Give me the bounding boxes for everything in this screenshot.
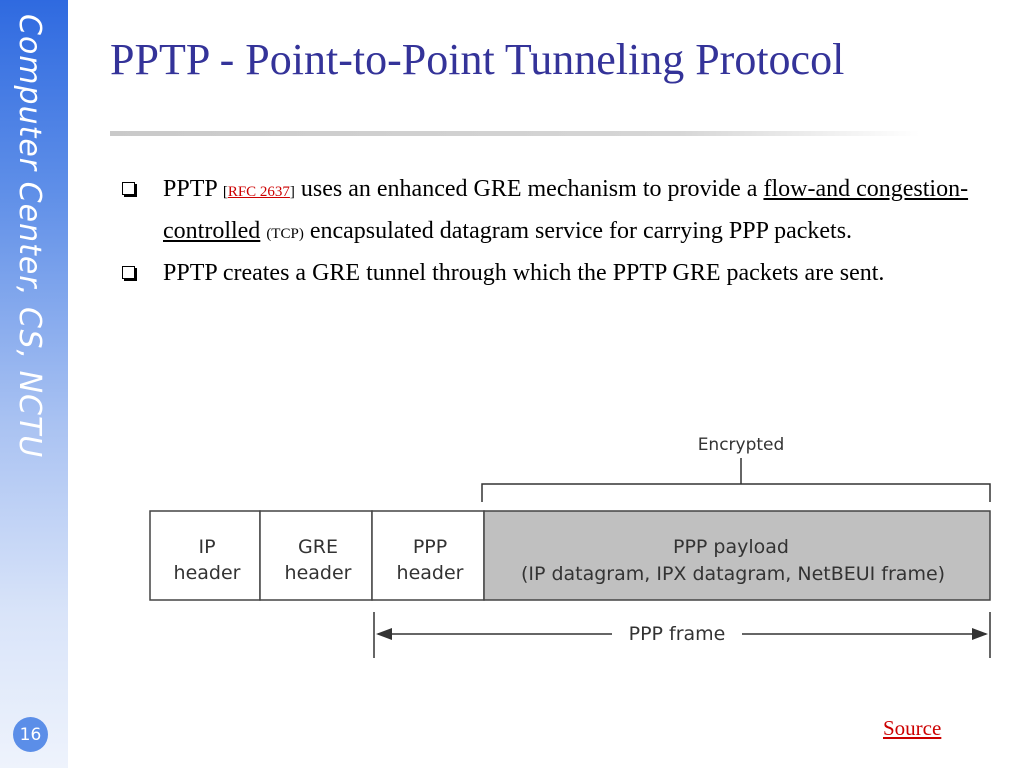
ip-header-label-2: header (173, 562, 241, 584)
arrow-left-icon (376, 628, 392, 640)
ppp-payload-label-2: (IP datagram, IPX datagram, NetBEUI frame) (520, 563, 946, 585)
rfc-link[interactable]: RFC 2637 (227, 184, 290, 200)
bracket: [ (222, 184, 228, 200)
ppp-header-label-2: header (396, 562, 464, 584)
ppp-payload-label-1: PPP payload (673, 536, 789, 558)
ppp-header-label-1: PPP (412, 536, 448, 558)
bracket: ] (289, 184, 295, 200)
ppp-frame-label: PPP frame (628, 623, 726, 645)
page-number-badge: 16 (13, 717, 48, 752)
bullet-text: PPTP (163, 176, 223, 202)
encrypted-label: Encrypted (697, 435, 785, 455)
bullet-text: uses an enhanced GRE mechanism to provide a (294, 176, 764, 202)
source-link[interactable]: Source (883, 716, 942, 740)
ip-header-label-1: IP (198, 536, 216, 558)
bullet-text: encapsulated datagram service for carrying PPP packets. (303, 218, 853, 244)
tcp-note: (TCP) (266, 226, 304, 242)
gre-header-label-1: GRE (298, 536, 338, 558)
gre-header-label-2: header (284, 562, 352, 584)
arrow-right-icon (972, 628, 988, 640)
sidebar-title: Computer Center, CS, NCTU (12, 14, 47, 459)
encrypted-bracket (482, 484, 990, 502)
underlined-phrase: flow-and congestion-controlled (163, 176, 969, 244)
slide-title: PPTP - Point-to-Point Tunneling Protocol (110, 35, 845, 84)
bullet-text: PPTP creates a GRE tunnel through which the PPTP GRE packets are sent. (163, 260, 885, 286)
